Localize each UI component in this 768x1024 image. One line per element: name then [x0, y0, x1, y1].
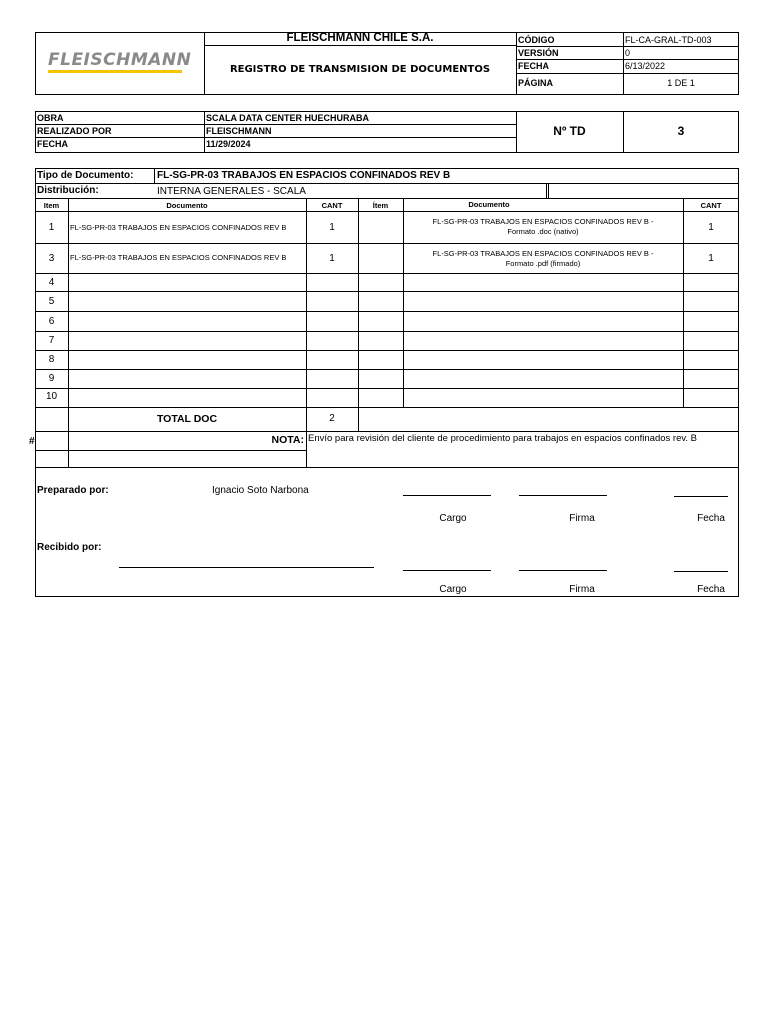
- obra-label: OBRA: [37, 113, 64, 123]
- row-2-doc: FL-SG-PR-03 TRABAJOS EN ESPACIOS CONFINADOS REV B: [70, 253, 287, 262]
- company-logo: [48, 50, 192, 74]
- row-1-item: 1: [48, 222, 55, 233]
- col-header-item: Item: [43, 201, 60, 210]
- meta-label-pagina: PÁGINA: [518, 78, 554, 88]
- fecha-label-2: Fecha: [697, 584, 725, 595]
- col-header-cant-2: CANT: [700, 201, 722, 210]
- row-8-item: 9: [48, 373, 55, 384]
- row-1-cant: 1: [329, 222, 335, 233]
- fecha-label-1: Fecha: [697, 513, 725, 524]
- sig-line-cargo-1: [403, 495, 491, 496]
- meta-value-pagina: 1 DE 1: [667, 78, 695, 88]
- meta-value-codigo: FL-CA-GRAL-TD-003: [625, 35, 712, 45]
- row-5-item: 6: [48, 316, 55, 327]
- tipo-label: Tipo de Documento:: [37, 170, 134, 181]
- meta-label-version: VERSIÓN: [518, 48, 559, 58]
- row-4-item: 5: [48, 296, 55, 307]
- row-2-cant: 1: [329, 253, 335, 264]
- firma-label-2: Firma: [569, 584, 595, 595]
- row-3-item: 4: [48, 277, 55, 288]
- realizado-label: REALIZADO POR: [37, 126, 112, 136]
- obra-value: SCALA DATA CENTER HUECHURABA: [206, 113, 369, 123]
- col-header-documento-2: Documento: [468, 200, 510, 209]
- preparado-name: Ignacio Soto Narbona: [212, 485, 309, 496]
- row-1-doc: FL-SG-PR-03 TRABAJOS EN ESPACIOS CONFINADOS REV B: [70, 223, 287, 232]
- col-header-item-2: Ítem: [372, 201, 389, 210]
- col-header-documento: Documento: [166, 201, 208, 210]
- row-1-cant2: 1: [708, 222, 714, 233]
- sig-line-firma-1: [519, 495, 607, 496]
- row-2-cant2: 1: [708, 253, 714, 264]
- sig-line-recibido-name: [119, 567, 374, 568]
- row-2-item: 3: [48, 253, 55, 264]
- sig-line-fecha-1: [674, 496, 728, 497]
- sig-line-fecha-2: [674, 571, 728, 572]
- row-1-doc2-line2: Formato .doc (nativo): [507, 227, 579, 236]
- row-6-item: 7: [48, 335, 55, 346]
- fecha-value: 11/29/2024: [206, 139, 251, 149]
- document-title: REGISTRO DE TRANSMISION DE DOCUMENTOS: [229, 64, 491, 75]
- sig-line-firma-2: [519, 570, 607, 571]
- fecha-label: FECHA: [37, 139, 68, 149]
- cargo-label-2: Cargo: [439, 584, 467, 595]
- total-label: TOTAL DOC: [156, 413, 218, 425]
- company-name: FLEISCHMANN CHILE S.A.: [286, 32, 434, 44]
- meta-label-codigo: CÓDIGO: [518, 35, 555, 45]
- td-value: 3: [677, 124, 685, 138]
- signature-block: [35, 468, 739, 597]
- row-2-doc2-line1: FL-SG-PR-03 TRABAJOS EN ESPACIOS CONFINADOS REV B -: [432, 249, 654, 258]
- hash-marker: #: [29, 436, 35, 447]
- recibido-label: Recibido por:: [37, 542, 102, 553]
- row-7-item: 8: [48, 354, 55, 365]
- nota-label: NOTA:: [271, 434, 304, 446]
- meta-label-fecha: FECHA: [518, 61, 549, 71]
- row-1-doc2-line1: FL-SG-PR-03 TRABAJOS EN ESPACIOS CONFINADOS REV B -: [432, 217, 654, 226]
- row-2-doc2-line2: Formato .pdf (firmado): [505, 259, 581, 268]
- preparado-label: Preparado por:: [37, 485, 109, 496]
- logo-text: FLEISCHMANN: [48, 50, 192, 70]
- tipo-value: FL-SG-PR-03 TRABAJOS EN ESPACIOS CONFINADOS REV B: [157, 170, 451, 181]
- dist-label: Distribución:: [37, 185, 99, 196]
- td-label: Nº TD: [553, 124, 586, 138]
- dist-value: INTERNA GENERALES - SCALA: [157, 186, 306, 197]
- meta-value-fecha: 6/13/2022: [625, 61, 666, 71]
- nota-value: Envío para revisión del cliente de procedimiento para trabajos en espacios confinados rev. B: [308, 433, 698, 444]
- total-value: 2: [329, 413, 335, 424]
- realizado-value: FLEISCHMANN: [206, 126, 272, 136]
- row-9-item: 10: [45, 391, 58, 402]
- sig-line-cargo-2: [403, 570, 491, 571]
- cargo-label-1: Cargo: [439, 513, 467, 524]
- firma-label-1: Firma: [569, 513, 595, 524]
- meta-value-version: 0: [625, 48, 631, 58]
- col-header-cant: CANT: [321, 201, 343, 210]
- logo-underline: [48, 70, 182, 73]
